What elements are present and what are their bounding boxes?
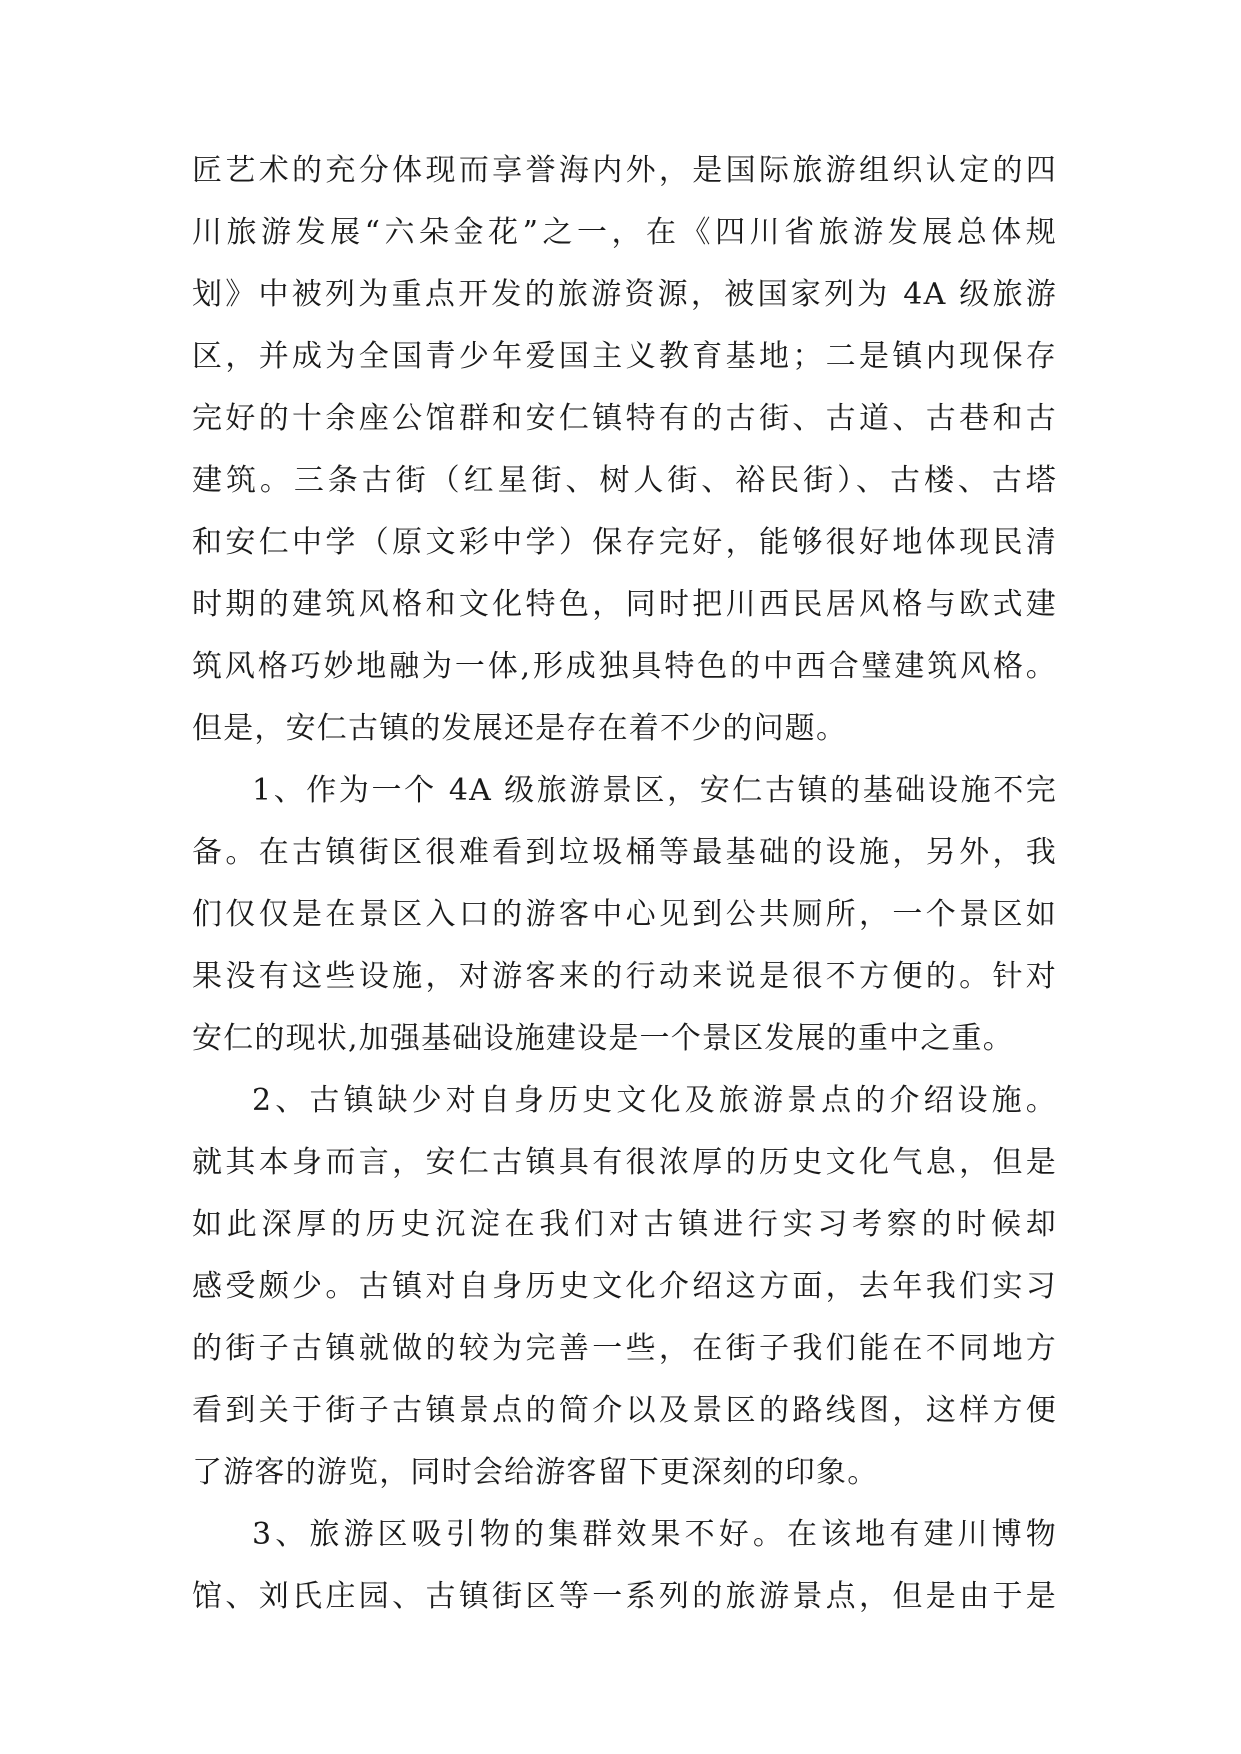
text-line: 看到关于街子古镇景点的简介以及景区的路线图，这样方便 <box>192 1393 1057 1428</box>
text-line: 匠艺术的充分体现而享誉海内外，是国际旅游组织认定的四 <box>192 153 1057 188</box>
text-line: 如此深厚的历史沉淀在我们对古镇进行实习考察的时候却 <box>192 1207 1057 1242</box>
text-line: 建筑。三条古街（红星街、树人街、裕民街）、古楼、古塔 <box>192 463 1057 498</box>
paragraph <box>192 760 1057 1070</box>
text-line: 筑风格巧妙地融为一体,形成独具特色的中西合璧建筑风格。 <box>192 649 1057 684</box>
text-line: 区，并成为全国青少年爱国主义教育基地；二是镇内现保存 <box>192 339 1057 374</box>
text-line: 果没有这些设施，对游客来的行动来说是很不方便的。针对 <box>192 959 1057 994</box>
text-line: 们仅仅是在景区入口的游客中心见到公共厕所，一个景区如 <box>192 897 1057 932</box>
text-line: 但是，安仁古镇的发展还是存在着不少的问题。 <box>192 711 848 746</box>
paragraph <box>192 140 1057 760</box>
text-line: 的街子古镇就做的较为完善一些，在街子我们能在不同地方 <box>192 1331 1057 1366</box>
text-line: 川旅游发展“六朵金花”之一，在《四川省旅游发展总体规 <box>192 215 1057 250</box>
text-line: 3、旅游区吸引物的集群效果不好。在该地有建川博物 <box>252 1517 1057 1552</box>
text-line: 备。在古镇街区很难看到垃圾桶等最基础的设施，另外，我 <box>192 835 1057 870</box>
text-line: 感受颇少。古镇对自身历史文化介绍这方面，去年我们实习 <box>192 1269 1057 1304</box>
text-line: 时期的建筑风格和文化特色，同时把川西民居风格与欧式建 <box>192 587 1057 622</box>
document-body <box>192 140 1057 1628</box>
text-line: 馆、刘氏庄园、古镇街区等一系列的旅游景点，但是由于是 <box>192 1579 1057 1614</box>
text-line: 了游客的游览，同时会给游客留下更深刻的印象。 <box>192 1455 879 1490</box>
paragraph <box>192 1070 1057 1504</box>
text-line: 完好的十余座公馆群和安仁镇特有的古街、古道、古巷和古 <box>192 401 1057 436</box>
text-line: 划》中被列为重点开发的旅游资源，被国家列为 4A 级旅游 <box>192 277 1057 312</box>
text-line: 1、作为一个 4A 级旅游景区，安仁古镇的基础设施不完 <box>252 773 1057 808</box>
text-line: 就其本身而言，安仁古镇具有很浓厚的历史文化气息，但是 <box>192 1145 1057 1180</box>
text-line: 安仁的现状,加强基础设施建设是一个景区发展的重中之重。 <box>192 1021 1014 1056</box>
text-line: 2、古镇缺少对自身历史文化及旅游景点的介绍设施。 <box>252 1083 1057 1118</box>
paragraph <box>192 1504 1057 1628</box>
text-line: 和安仁中学（原文彩中学）保存完好，能够很好地体现民清 <box>192 525 1057 560</box>
